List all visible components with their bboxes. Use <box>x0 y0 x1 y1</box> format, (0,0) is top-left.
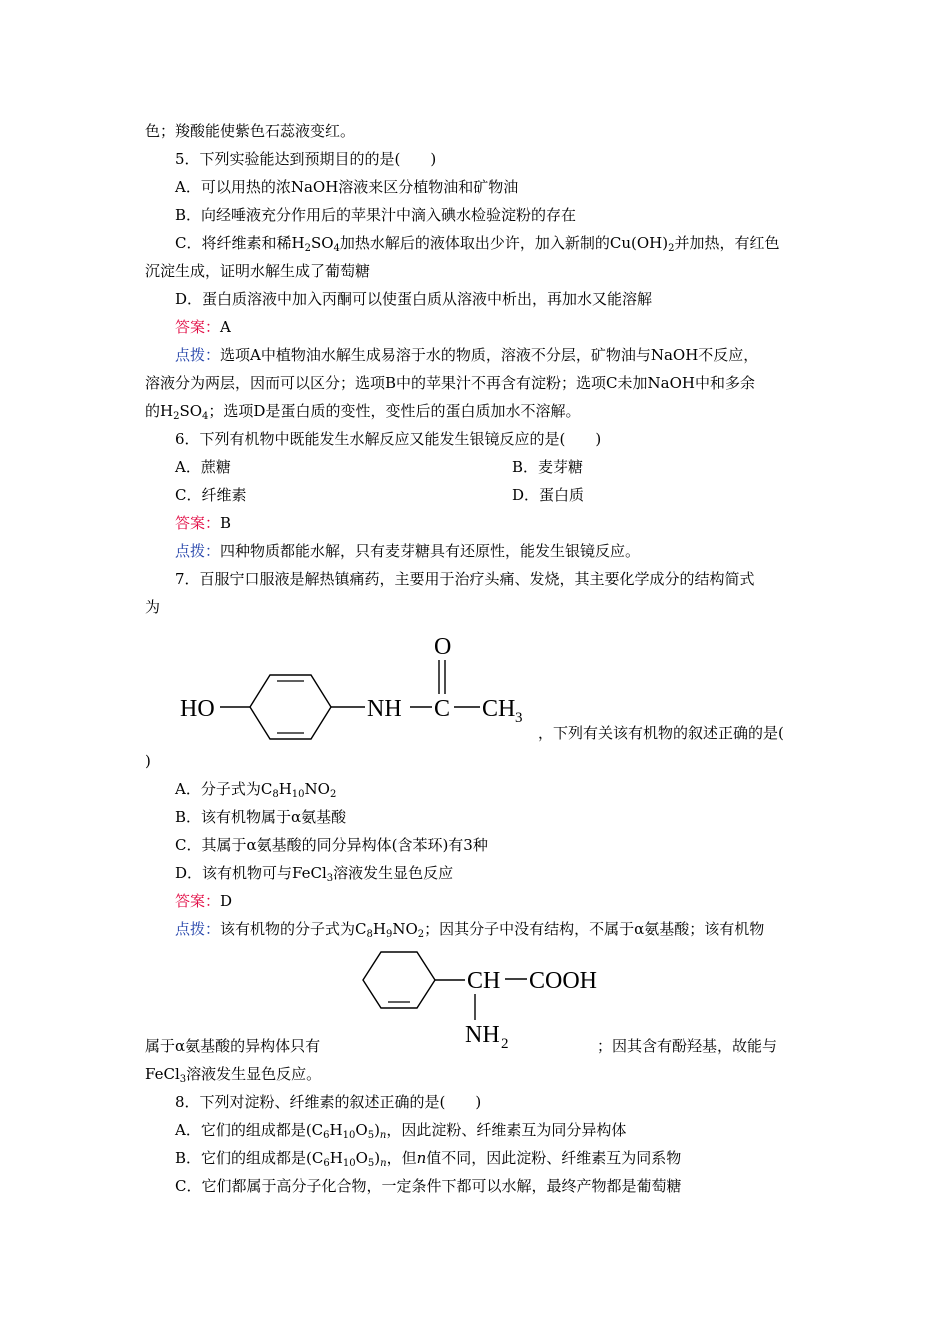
option-5d: D．蛋白质溶液中加入丙酮可以使蛋白质从溶液中析出，再加水又能溶解 <box>175 290 653 308</box>
answer-6: 答案：B <box>175 514 232 532</box>
carbonyl-oxygen: O <box>434 634 452 660</box>
option-5a: A．可以用热的浓NaOH溶液来区分植物油和矿物油 <box>175 178 519 196</box>
benzene-ring <box>250 675 331 739</box>
answer-5: 答案：A <box>175 318 231 336</box>
answer-label: 答案： <box>175 514 221 532</box>
option-5b: B．向经唾液充分作用后的苹果汁中滴入碘水检验淀粉的存在 <box>175 206 577 224</box>
option-6c: C．纤维素 <box>175 486 247 504</box>
svg-text:2: 2 <box>501 1036 509 1050</box>
amino-group: NH <box>465 1022 500 1048</box>
question-5: 5．下列实验能达到预期目的的是( ) <box>175 150 437 168</box>
option-8b: B．它们的组成都是$(C_6H_{10}O_5)_n$，但n值不同，因此淀粉、纤维素互为同系物 <box>175 1149 682 1169</box>
answer-label: 答案： <box>175 892 221 910</box>
amine-group: NH <box>367 696 402 722</box>
tip-5-line2: 溶液分为两层，因而可以区分；选项B中的苹果汁不再含有淀粉；选项C未加NaOH中和多余 <box>145 374 755 392</box>
option-7d: D．该有机物可与FeCl$_3$溶液发生显色反应 <box>175 864 454 884</box>
svg-text:3: 3 <box>515 710 523 726</box>
alpha-carbon: CH <box>467 968 501 994</box>
question-7: 7．百服宁口服液是解热镇痛药，主要用于治疗头痛、发烧，其主要化学成分的结构简式 <box>175 570 755 588</box>
tip-label: 点拨： <box>175 346 221 364</box>
carboxyl-group: COOH <box>529 968 598 994</box>
benzene-ring <box>363 952 435 1008</box>
tip-6: 点拨：四种物质都能水解，只有麦芽糖具有还原性，能发生银镜反应。 <box>175 542 641 560</box>
text-line: 色；羧酸能使紫色石蕊液变红。 <box>145 122 356 140</box>
question-7-close: ) <box>145 752 151 770</box>
tip-label: 点拨： <box>175 542 221 560</box>
methyl-group: CH <box>482 696 516 722</box>
tip-5: 点拨：选项A中植物油水解生成易溶于水的物质，溶液不分层，矿物油与NaOH不反应， <box>175 346 759 364</box>
tip-7-line3: FeCl$_3$溶液发生显色反应。 <box>145 1065 322 1085</box>
question-8: 8．下列对淀粉、纤维素的叙述正确的是( ) <box>175 1093 482 1111</box>
carbonyl-carbon: C <box>434 696 451 722</box>
option-7b: B．该有机物属于α氨基酸 <box>175 808 347 826</box>
tip-7-line2a: 属于α氨基酸的异构体只有 <box>145 1037 321 1055</box>
acetaminophen-structure <box>170 630 540 742</box>
answer-7: 答案：D <box>175 892 233 910</box>
tip-label: 点拨： <box>175 920 221 938</box>
phenylglycine-structure <box>355 950 615 1050</box>
option-7c: C．其属于α氨基酸的同分异构体(含苯环)有3种 <box>175 836 488 854</box>
hydroxyl-group: HO <box>180 696 215 722</box>
option-6a: A．蔗糖 <box>175 458 231 476</box>
tip-7: 点拨：该有机物的分子式为$C_8H_9NO_2$；因其分子中没有结构，不属于α氨基酸；该有机物 <box>175 920 765 940</box>
option-5c-cont: 沉淀生成，证明水解生成了葡萄糖 <box>145 262 371 280</box>
tip-7-line2b: ；因其含有酚羟基，故能与 <box>597 1037 778 1055</box>
option-8a: A．它们的组成都是$(C_6H_{10}O_5)_n$，因此淀粉、纤维素互为同分异构体 <box>175 1121 627 1141</box>
option-8c: C．它们都属于高分子化合物，一定条件下都可以水解，最终产物都是葡萄糖 <box>175 1177 682 1195</box>
question-7-tail: ，下列有关该有机物的叙述正确的是( <box>538 724 784 742</box>
answer-label: 答案： <box>175 318 221 336</box>
question-6: 6．下列有机物中既能发生水解反应又能发生银镜反应的是( ) <box>175 430 602 448</box>
option-6d: D．蛋白质 <box>512 486 585 504</box>
question-7-cont: 为 <box>145 598 161 616</box>
option-6b: B．麦芽糖 <box>512 458 584 476</box>
option-5c: C．将纤维素和稀$H_2SO_4$加热水解后的液体取出少许，加入新制的$Cu(OH)_2$并加热，有红色 <box>175 234 780 254</box>
tip-5-line3: 的$H_2SO_4$；选项D是蛋白质的变性，变性后的蛋白质加水不溶解。 <box>145 402 581 422</box>
option-7a: A．分子式为$C_8H_{10}NO_2$ <box>175 780 337 800</box>
